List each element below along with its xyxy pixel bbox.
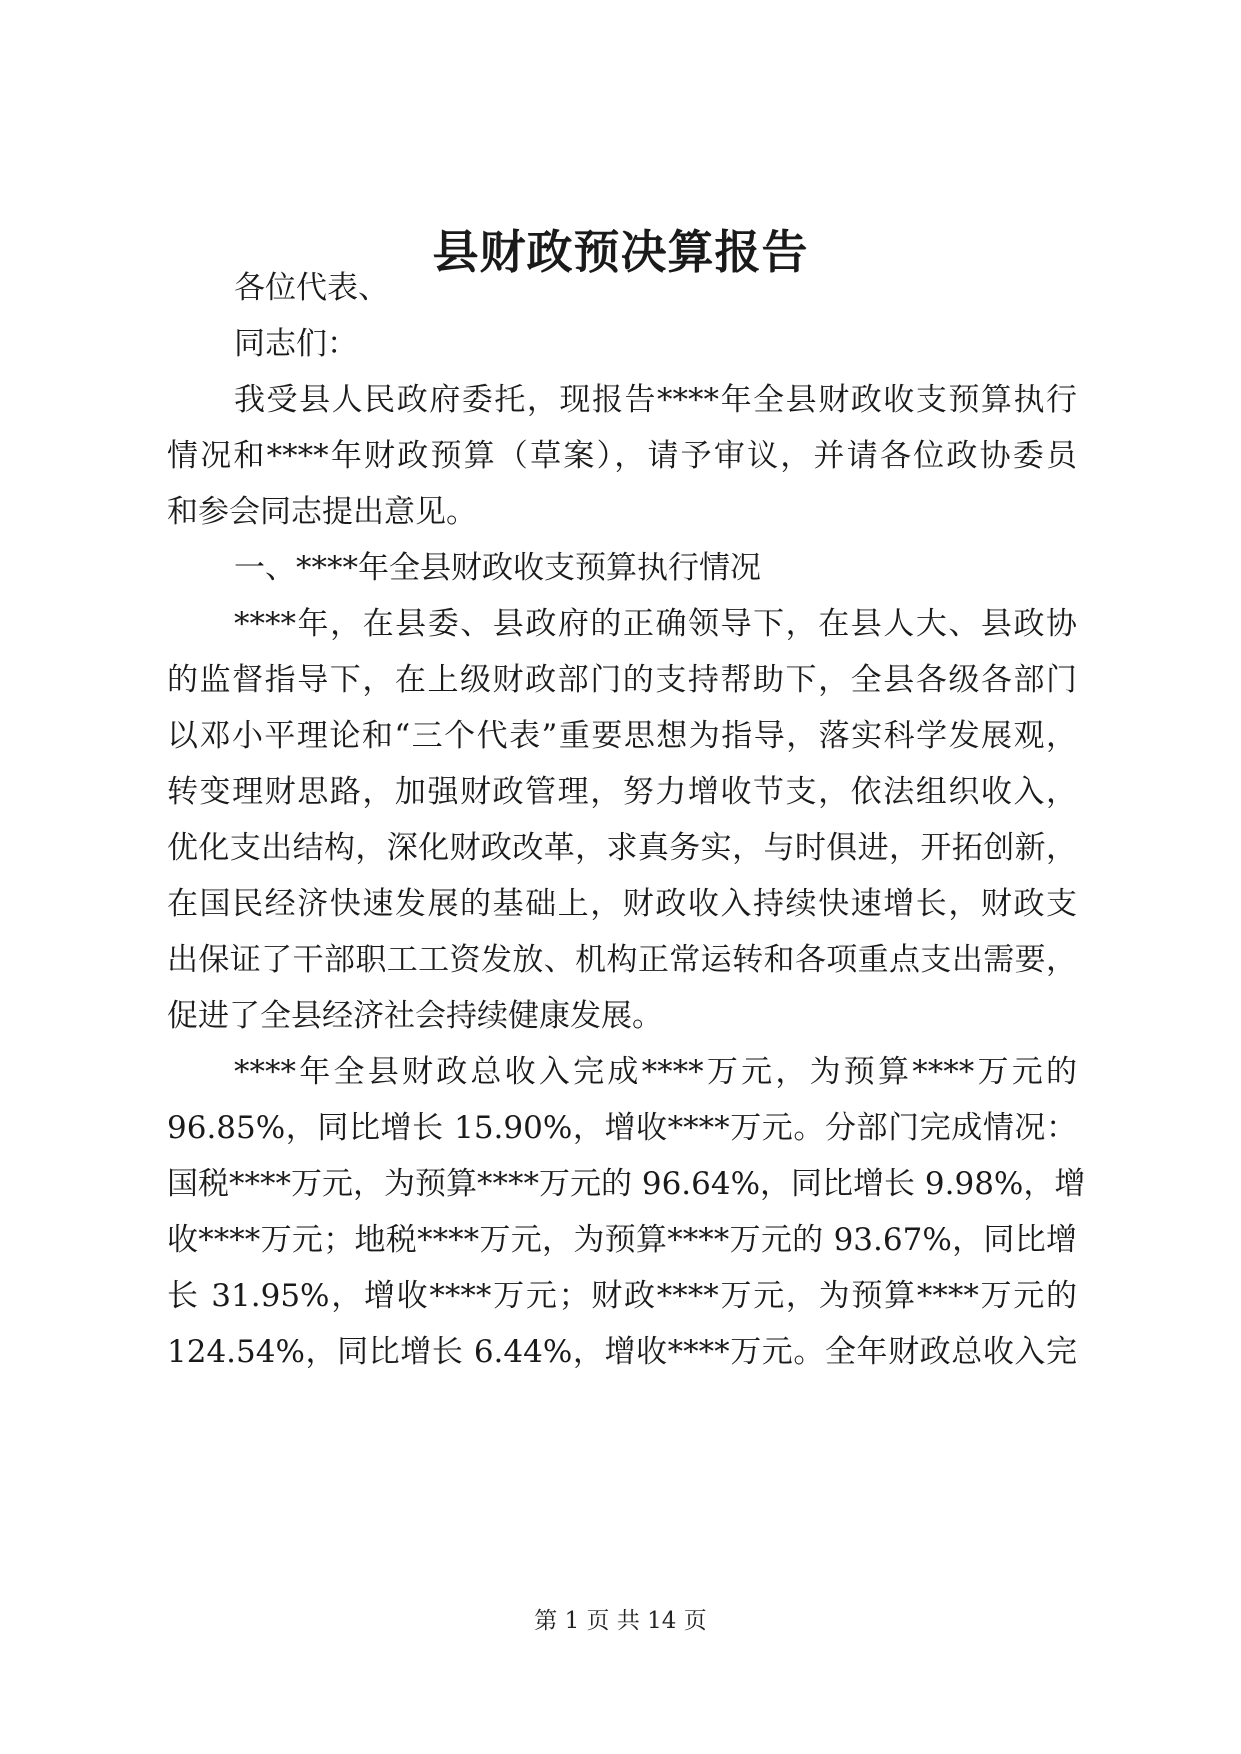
paragraph-line: ****年全县财政总收入完成****万元，为预算****万元的 bbox=[234, 1054, 1077, 1090]
paragraph-line: 国税****万元，为预算****万元的 96.64%，同比增长 9.98%，增 bbox=[167, 1166, 1086, 1202]
paragraph-line: 情况和****年财政预算（草案），请予审议，并请各位政协委员 bbox=[167, 438, 1077, 474]
paragraph-line: 96.85%，同比增长 15.90%，增收****万元。分部门完成情况： bbox=[167, 1110, 1077, 1146]
document-title: 县财政预决算报告 bbox=[432, 225, 809, 279]
salutation-line-1: 各位代表、 bbox=[234, 270, 389, 306]
paragraph-line: 促进了全县经济社会持续健康发展。 bbox=[167, 998, 663, 1034]
paragraph-line: 在国民经济快速发展的基础上，财政收入持续快速增长，财政支 bbox=[167, 886, 1077, 922]
paragraph-line: 收****万元；地税****万元，为预算****万元的 93.67%，同比增 bbox=[167, 1222, 1077, 1258]
paragraph-line: ****年，在县委、县政府的正确领导下，在县人大、县政协 bbox=[234, 606, 1077, 642]
paragraph-line: 以邓小平理论和“三个代表”重要思想为指导，落实科学发展观， bbox=[167, 718, 1077, 754]
paragraph-line: 和参会同志提出意见。 bbox=[167, 494, 477, 530]
paragraph-line: 的监督指导下，在上级财政部门的支持帮助下，全县各级各部门 bbox=[167, 662, 1077, 698]
page-footer: 第 1 页 共 14 页 bbox=[534, 1608, 707, 1634]
section-heading: 一、****年全县财政收支预算执行情况 bbox=[234, 550, 761, 586]
salutation-line-2: 同志们： bbox=[234, 326, 358, 362]
paragraph-line: 转变理财思路，加强财政管理，努力增收节支，依法组织收入， bbox=[167, 774, 1077, 810]
paragraph-line: 优化支出结构，深化财政改革，求真务实，与时俱进，开拓创新， bbox=[167, 830, 1077, 866]
paragraph-line: 124.54%，同比增长 6.44%，增收****万元。全年财政总收入完 bbox=[167, 1334, 1077, 1370]
paragraph-line: 出保证了干部职工工资发放、机构正常运转和各项重点支出需要， bbox=[167, 942, 1077, 978]
paragraph-line: 长 31.95%，增收****万元；财政****万元，为预算****万元的 bbox=[167, 1278, 1077, 1314]
paragraph-line: 我受县人民政府委托，现报告****年全县财政收支预算执行 bbox=[234, 382, 1077, 418]
